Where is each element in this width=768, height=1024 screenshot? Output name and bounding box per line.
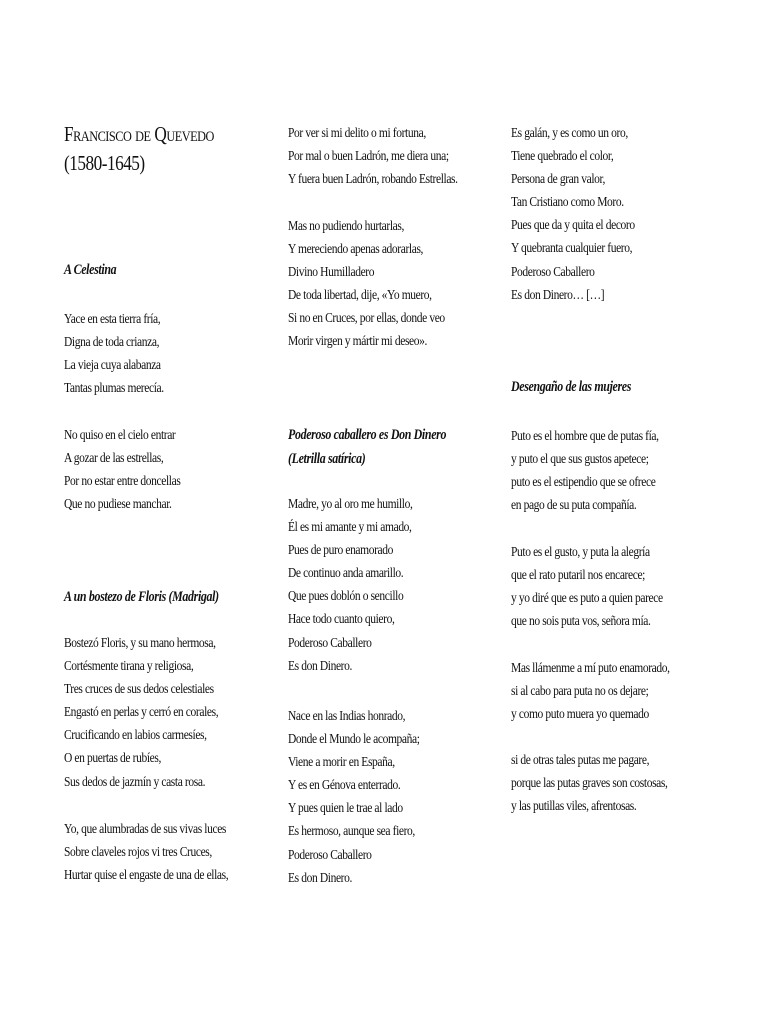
stanza <box>511 748 731 817</box>
verse-line: y como puto muera yo quemado <box>511 706 649 722</box>
verse-line: Mas no pudiendo hurtarlas, <box>288 218 404 233</box>
verse-line: y yo diré que es puto a quien parece <box>511 590 663 606</box>
verse-line: Y mereciendo apenas adorarlas, <box>288 241 424 257</box>
stanza <box>64 631 264 793</box>
stanza <box>64 307 264 399</box>
verse-line: Hurtar quise el engaste de una de ellas, <box>64 867 229 883</box>
verse-line: Por no estar entre doncellas <box>64 473 181 489</box>
verse-line: que el rato putaril nos encarece; <box>511 567 645 583</box>
verse-line: que no sois puta vos, señora mía. <box>511 613 651 629</box>
verse-line: Puto es el hombre que de putas fía, <box>511 428 659 443</box>
poem-title-celestina: A Celestina <box>64 262 117 278</box>
verse-line: Y fuera buen Ladrón, robando Estrellas. <box>288 171 458 187</box>
stanza <box>64 817 264 886</box>
verse-line: La vieja cuya alabanza <box>64 357 161 373</box>
author-heading <box>64 120 264 178</box>
poem-title <box>64 586 264 610</box>
poem-title <box>64 259 264 283</box>
stanza <box>288 492 498 677</box>
verse-line: Él es mi amante y mi amado, <box>288 519 412 535</box>
stanza <box>511 424 731 516</box>
stanza <box>511 121 731 306</box>
verse-line: De continuo anda amarillo. <box>288 565 404 581</box>
poem-title-bostezo: A un bostezo de Floris (Madrigal) <box>64 589 219 605</box>
verse-line: Yace en esta tierra fría, <box>64 311 161 326</box>
verse-line: Y quebranta cualquier fuero, <box>511 240 633 256</box>
verse-line: Nace en las Indias honrado, <box>288 708 406 723</box>
stanza <box>511 656 731 725</box>
verse-line: Que pues doblón o sencillo <box>288 588 404 604</box>
poem-title-dinero: Poderoso caballero es Don Dinero <box>288 427 447 443</box>
verse-line: No quiso en el cielo entrar <box>64 427 176 442</box>
poem-subtitle-dinero: (Letrilla satírica) <box>288 450 366 467</box>
verse-line: Yo, que alumbradas de sus vivas luces <box>64 821 227 836</box>
verse-line: puto es el estipendio que se ofrece <box>511 474 656 490</box>
verse-line: Hace todo cuanto quiero, <box>288 611 395 627</box>
verse-line: porque las putas graves son costosas, <box>511 775 668 791</box>
verse-line: Engastó en perlas y cerró en corales, <box>64 704 219 720</box>
verse-line: Y pues quien le trae al lado <box>288 800 403 816</box>
verse-line: y las putillas viles, afrentosas. <box>511 798 637 814</box>
poem-title-desengano: Desengaño de las mujeres <box>511 379 632 395</box>
verse-line: Sobre claveles rojos vi tres Cruces, <box>64 844 212 860</box>
verse-line: si al cabo para puta no os dejare; <box>511 683 649 699</box>
verse-line: Tiene quebrado el color, <box>511 148 614 164</box>
verse-line: A gozar de las estrellas, <box>64 450 164 466</box>
verse-line: Donde el Mundo le acompaña; <box>288 731 420 747</box>
verse-line: Pues de puro enamorado <box>288 542 394 558</box>
verse-line: y puto el que sus gustos apetece; <box>511 451 649 467</box>
verse-line: Tantas plumas merecía. <box>64 380 164 396</box>
verse-line: Que no pudiese manchar. <box>64 496 172 512</box>
verse-line: Es don Dinero… […] <box>511 286 605 302</box>
verse-line: Es galán, y es como un oro, <box>511 125 628 140</box>
verse-line: Mas llámenme a mí puto enamorado, <box>511 660 670 675</box>
verse-line: Puto es el gusto, y puta la alegría <box>511 544 650 559</box>
verse-line: Tres cruces de sus dedos celestiales <box>64 681 214 697</box>
verse-line: Divino Humilladero <box>288 264 375 280</box>
verse-line: Persona de gran valor, <box>511 171 605 187</box>
verse-line: Bostezó Floris, y su mano hermosa, <box>64 635 216 650</box>
stanza <box>511 540 731 632</box>
poem-title <box>288 424 498 471</box>
stanza <box>64 423 264 515</box>
verse-line: Y es en Génova enterrado. <box>288 777 401 793</box>
verse-line: en pago de su puta compañía. <box>511 497 637 513</box>
verse-line: Es don Dinero. <box>288 869 352 885</box>
verse-line: Poderoso Caballero <box>511 263 595 279</box>
verse-line: si de otras tales putas me pagare, <box>511 752 650 767</box>
verse-line: Poderoso Caballero <box>288 846 372 862</box>
verse-line: Madre, yo al oro me humillo, <box>288 496 413 511</box>
verse-line: De toda libertad, dije, «Yo muero, <box>288 287 432 303</box>
verse-line: Cortésmente tirana y religiosa, <box>64 658 194 674</box>
verse-line: Digna de toda crianza, <box>64 334 160 350</box>
verse-line: Crucificando en labios carmesíes, <box>64 727 207 743</box>
verse-line: Pues que da y quita el decoro <box>511 217 635 233</box>
verse-line: O en puertas de rubíes, <box>64 750 161 766</box>
author-dates: (1580-1645) <box>64 151 145 175</box>
verse-line: Por ver si mi delito o mi fortuna, <box>288 125 426 140</box>
stanza <box>288 121 498 190</box>
verse-line: Tan Cristiano como Moro. <box>511 194 624 210</box>
verse-line: Viene a morir en España, <box>288 754 395 770</box>
verse-line: Poderoso Caballero <box>288 634 372 650</box>
poem-title <box>511 376 731 400</box>
verse-line: Si no en Cruces, por ellas, donde veo <box>288 310 445 326</box>
verse-line: Morir virgen y mártir mi deseo». <box>288 333 428 349</box>
stanza <box>288 704 498 889</box>
stanza <box>288 214 498 353</box>
verse-line: Es hermoso, aunque sea fiero, <box>288 823 415 839</box>
verse-line: Es don Dinero. <box>288 657 352 673</box>
author-name: Francisco de Quevedo <box>64 122 214 146</box>
verse-line: Por mal o buen Ladrón, me diera una; <box>288 148 449 164</box>
verse-line: Sus dedos de jazmín y casta rosa. <box>64 773 206 789</box>
